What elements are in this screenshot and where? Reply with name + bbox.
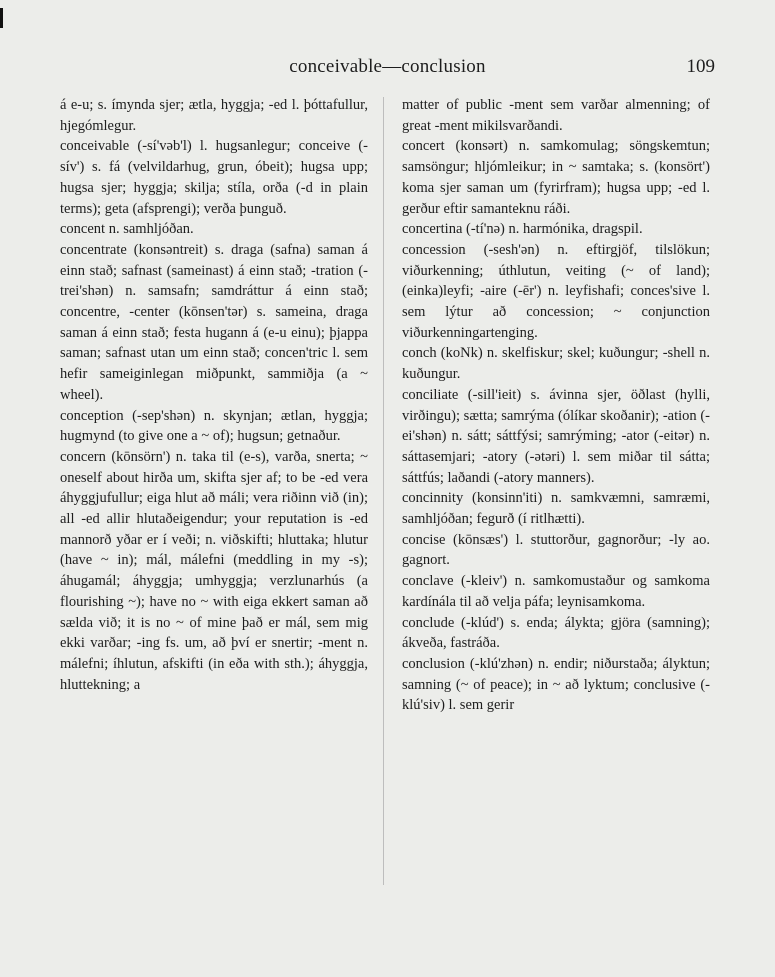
page-edge-mark	[0, 8, 3, 28]
entry-concession: concession (-sesh'ən) n. eftirgjöf, tilslökun; viðurkenning; úthlutun, veiting (~ of land); (einka)leyfi; -aire (-ēr') n. leyfishafi; conces'sive l. sem lýtur að concession; ~ conjunction viðurkenningartenging.	[402, 241, 710, 341]
entry-concert: concert (konsərt) n. samkomulag; söngskemtun; samsöngur; hljómleikur; in ~ samtaka; s. (konsört') koma sjer saman um (fyrirfram); hugsa upp; -ed l. gerður eftir samanteknu ráði.	[402, 138, 710, 217]
right-column	[402, 95, 710, 716]
dictionary-columns	[60, 95, 710, 716]
entry-conclude: conclude (-klúd') s. enda; álykta; gjöra (samning); ákveða, fastráða.	[402, 614, 710, 652]
entry-concern-continued: matter of public -ment sem varðar almenning; of great -ment mikilsvarðandi.	[402, 97, 710, 134]
entry-concinnity: concinnity (konsinn'iti) n. samkvæmni, samræmi, samhljóðan; fegurð (í ritlhætti).	[402, 490, 710, 528]
page-header	[60, 56, 715, 82]
entry-conclusion: conclusion (-klú'zhən) n. endir; niðurstaða; ályktun; samning (~ of peace); in ~ að lyktum; conclusive (-klú'siv) l. sem gerir	[402, 655, 710, 714]
entry-conch: conch (koNk) n. skelfiskur; skel; kuðungur; -shell n. kuðungur.	[402, 345, 710, 383]
entry-conception: conception (-sep'shən) n. skynjan; ætlan, hyggja; hugmynd (to give one a ~ of); hugsun; getnaður.	[60, 407, 368, 445]
entry-concentrate: concentrate (konsəntreit) s. draga (safna) saman á einn stað; safnast (sameinast) á einn stað; -tration (-trei'shən) n. samsafn; samdráttur á einn stað; concentre, -center (kōnsen'tər) s. sameina, draga saman á einn stað; festa hugann á (e-u einu); þjappa saman; safnast utan um einn stað; concen'tric l. sem hefir sameiginlegan miðpunkt, sammiðja (a ~ wheel).	[60, 241, 368, 403]
entry-conceivable: conceivable (-sí'vəb'l) l. hugsanlegur; conceive (-sív') s. fá (velvildarhug, grun, óbeit); hugsa upp; hugsa sjer; hyggja; skilja; stíla, orða (-d in plain terms); geta (afsprengi); verða þunguð.	[60, 138, 368, 217]
entry-continuation: á e-u; s. ímynda sjer; ætla, hyggja; -ed l. þóttafullur, hjegómlegur.	[60, 97, 368, 134]
running-head: conceivable—conclusion	[289, 56, 486, 77]
entry-concertina: concertina (-tí'nə) n. harmónika, dragspil.	[402, 221, 643, 238]
entry-concise: concise (kōnsæs') l. stuttorður, gagnorður; -ly ao. gagnort.	[402, 531, 710, 569]
entry-concern: concern (kōnsörn') n. taka til (e-s), varða, snerta; ~ oneself about hirða um, skifta sjer af; to be -ed vera áhyggjufullur; eiga hlut að máli; vera riðinn við (in); all -ed allir hlutaðeigendur; your reputation is -ed mannorð yðar er í veði; n. viðskifti; hluttaka; hlutur (have ~ in); mál, málefni (meddling in my -s); áhugamál; áhyggja; umhyggja; verzlunarhús (a flourishing ~); have no ~ with eiga ekkert saman að sælda við; it is no ~ of mine það er mál, sem mig ekki varðar; -ing fs. um, að því er snertir; -ment n. málefni; íhlutun, afskifti (in eða with sth.); áhyggja, hluttekning; a	[60, 448, 368, 693]
entry-conclave: conclave (-kleiv') n. samkomustaður og samkoma kardínála til að velja páfa; leynisamkoma.	[402, 573, 710, 610]
entry-concent: concent n. samhljóðan.	[60, 221, 194, 238]
entry-conciliate: conciliate (-sill'ieit) s. ávinna sjer, öðlast (hylli, virðingu); sætta; samrýma (ólíkar skoðanir); -ation (-ei'shən) n. sátt; sáttfýsi; samrýming; -ator (-eitər) n. sáttasemjari; -atory (-ətəri) l. sem miðar til sátta; sáttfús; laðandi (-atory manners).	[402, 386, 710, 486]
page-number: 109	[686, 56, 715, 77]
left-column	[60, 95, 368, 716]
